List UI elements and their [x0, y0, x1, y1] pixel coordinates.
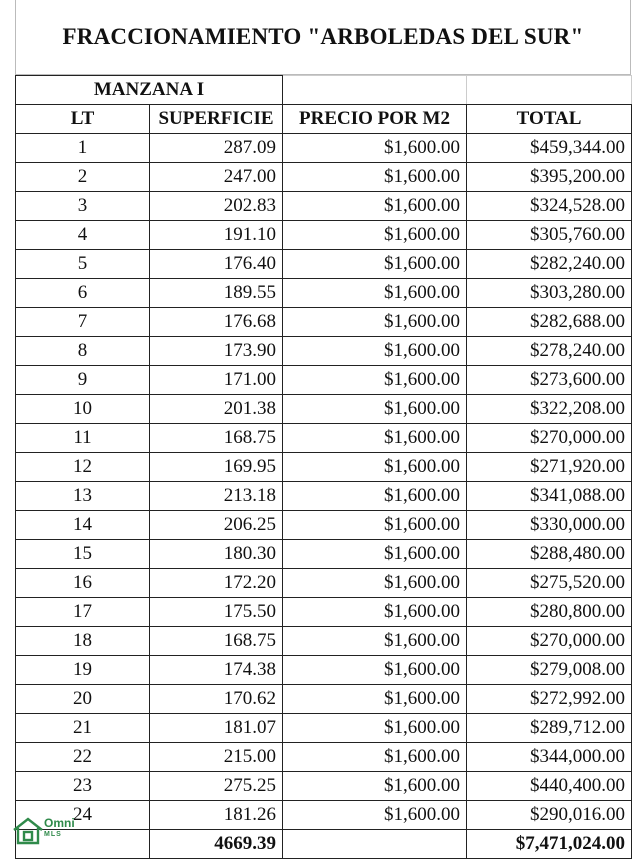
cell-lt: 15 [16, 540, 150, 569]
cell-total: $270,000.00 [467, 627, 632, 656]
cell-superficie: 213.18 [150, 482, 283, 511]
table-row [16, 424, 632, 453]
cell-lt: 4 [16, 221, 150, 250]
table-row [16, 540, 632, 569]
cell-precio: $1,600.00 [283, 308, 467, 337]
cell-precio: $1,600.00 [283, 801, 467, 830]
cell-precio: $1,600.00 [283, 366, 467, 395]
cell-total: $341,088.00 [467, 482, 632, 511]
cell-total: $330,000.00 [467, 511, 632, 540]
cell-superficie: 202.83 [150, 192, 283, 221]
cell-superficie: 171.00 [150, 366, 283, 395]
watermark-text [44, 818, 75, 840]
cell-superficie: 173.90 [150, 337, 283, 366]
column-header-row [16, 105, 632, 134]
cell-superficie: 180.30 [150, 540, 283, 569]
table-row [16, 511, 632, 540]
cell-lt: 11 [16, 424, 150, 453]
cell-lt: 7 [16, 308, 150, 337]
cell-precio: $1,600.00 [283, 772, 467, 801]
cell-precio: $1,600.00 [283, 627, 467, 656]
cell-total: $289,712.00 [467, 714, 632, 743]
watermark-brand: Omni [44, 816, 75, 830]
cell-total: $305,760.00 [467, 221, 632, 250]
cell-superficie: 275.25 [150, 772, 283, 801]
cell-precio: $1,600.00 [283, 714, 467, 743]
cell-superficie: 201.38 [150, 395, 283, 424]
header-lt: LT [16, 105, 150, 134]
cell-lt: 9 [16, 366, 150, 395]
cell-superficie: 191.10 [150, 221, 283, 250]
cell-superficie: 175.50 [150, 598, 283, 627]
cell-precio: $1,600.00 [283, 540, 467, 569]
cell-total: $395,200.00 [467, 163, 632, 192]
table-row [16, 279, 632, 308]
cell-superficie: 247.00 [150, 163, 283, 192]
table-row [16, 337, 632, 366]
cell-lt: 22 [16, 743, 150, 772]
cell-total: $273,600.00 [467, 366, 632, 395]
cell-lt: 8 [16, 337, 150, 366]
table-row [16, 308, 632, 337]
table-row [16, 250, 632, 279]
empty-cell [467, 76, 632, 105]
table-row [16, 453, 632, 482]
cell-precio: $1,600.00 [283, 337, 467, 366]
cell-lt: 23 [16, 772, 150, 801]
cell-superficie: 176.40 [150, 250, 283, 279]
cell-precio: $1,600.00 [283, 685, 467, 714]
house-icon [14, 819, 42, 843]
grand-total: $7,471,024.00 [467, 830, 632, 859]
cell-total: $270,000.00 [467, 424, 632, 453]
table-row [16, 569, 632, 598]
cell-total: $303,280.00 [467, 279, 632, 308]
table-row [16, 395, 632, 424]
cell-lt: 2 [16, 163, 150, 192]
cell-precio: $1,600.00 [283, 598, 467, 627]
table-row [16, 163, 632, 192]
cell-superficie: 215.00 [150, 743, 283, 772]
cell-lt: 12 [16, 453, 150, 482]
cell-total: $322,208.00 [467, 395, 632, 424]
cell-lt: 24 [16, 801, 150, 830]
cell-total: $324,528.00 [467, 192, 632, 221]
table-row [16, 192, 632, 221]
cell-superficie: 170.62 [150, 685, 283, 714]
cell-superficie: 189.55 [150, 279, 283, 308]
cell-lt: 18 [16, 627, 150, 656]
cell-precio: $1,600.00 [283, 424, 467, 453]
cell-lt: 5 [16, 250, 150, 279]
table-row [16, 801, 632, 830]
table-row [16, 656, 632, 685]
table-row [16, 685, 632, 714]
cell-precio: $1,600.00 [283, 743, 467, 772]
total-superficie: 4669.39 [150, 830, 283, 859]
cell-lt: 14 [16, 511, 150, 540]
cell-precio: $1,600.00 [283, 192, 467, 221]
cell-total: $280,800.00 [467, 598, 632, 627]
cell-precio: $1,600.00 [283, 511, 467, 540]
cell-lt: 20 [16, 685, 150, 714]
cell-superficie: 176.68 [150, 308, 283, 337]
cell-precio: $1,600.00 [283, 134, 467, 163]
table-row [16, 743, 632, 772]
cell-total: $440,400.00 [467, 772, 632, 801]
cell-superficie: 181.26 [150, 801, 283, 830]
cell-total: $290,016.00 [467, 801, 632, 830]
cell-precio: $1,600.00 [283, 250, 467, 279]
cell-precio: $1,600.00 [283, 163, 467, 192]
table-row [16, 134, 632, 163]
watermark-sub: MLS [44, 831, 62, 838]
cell-total: $344,000.00 [467, 743, 632, 772]
cell-lt: 13 [16, 482, 150, 511]
cell-total: $459,344.00 [467, 134, 632, 163]
cell-superficie: 168.75 [150, 627, 283, 656]
cell-precio: $1,600.00 [283, 279, 467, 308]
cell-superficie: 174.38 [150, 656, 283, 685]
document-title-row [15, 0, 631, 75]
cell-total: $271,920.00 [467, 453, 632, 482]
cell-total: $282,240.00 [467, 250, 632, 279]
cell-superficie: 206.25 [150, 511, 283, 540]
cell-lt: 16 [16, 569, 150, 598]
cell-precio: $1,600.00 [283, 569, 467, 598]
lots-table [15, 75, 632, 859]
cell-total: $272,992.00 [467, 685, 632, 714]
cell-lt: 17 [16, 598, 150, 627]
cell-total: $279,008.00 [467, 656, 632, 685]
cell-lt: 19 [16, 656, 150, 685]
table-row [16, 221, 632, 250]
cell-lt: 3 [16, 192, 150, 221]
cell-superficie: 169.95 [150, 453, 283, 482]
header-superficie: SUPERFICIE [150, 105, 283, 134]
table-row [16, 482, 632, 511]
cell-superficie: 287.09 [150, 134, 283, 163]
cell-total: $288,480.00 [467, 540, 632, 569]
cell-superficie: 181.07 [150, 714, 283, 743]
cell-precio: $1,600.00 [283, 656, 467, 685]
document-title: FRACCIONAMIENTO "ARBOLEDAS DEL SUR" [62, 24, 584, 49]
cell-lt: 1 [16, 134, 150, 163]
cell-lt: 21 [16, 714, 150, 743]
cell-total: $275,520.00 [467, 569, 632, 598]
cell-superficie: 172.20 [150, 569, 283, 598]
block-header-row [16, 76, 632, 105]
block-label: MANZANA I [16, 76, 283, 105]
table-row [16, 714, 632, 743]
totals-row [16, 830, 632, 859]
cell-lt: 10 [16, 395, 150, 424]
header-total: TOTAL [467, 105, 632, 134]
table-row [16, 627, 632, 656]
totals-empty [283, 830, 467, 859]
cell-precio: $1,600.00 [283, 453, 467, 482]
cell-lt: 6 [16, 279, 150, 308]
table-row [16, 772, 632, 801]
header-precio: PRECIO POR M2 [283, 105, 467, 134]
cell-total: $278,240.00 [467, 337, 632, 366]
cell-superficie: 168.75 [150, 424, 283, 453]
table-row [16, 366, 632, 395]
cell-total: $282,688.00 [467, 308, 632, 337]
table-row [16, 598, 632, 627]
cell-precio: $1,600.00 [283, 221, 467, 250]
cell-precio: $1,600.00 [283, 482, 467, 511]
empty-cell [283, 76, 467, 105]
cell-precio: $1,600.00 [283, 395, 467, 424]
